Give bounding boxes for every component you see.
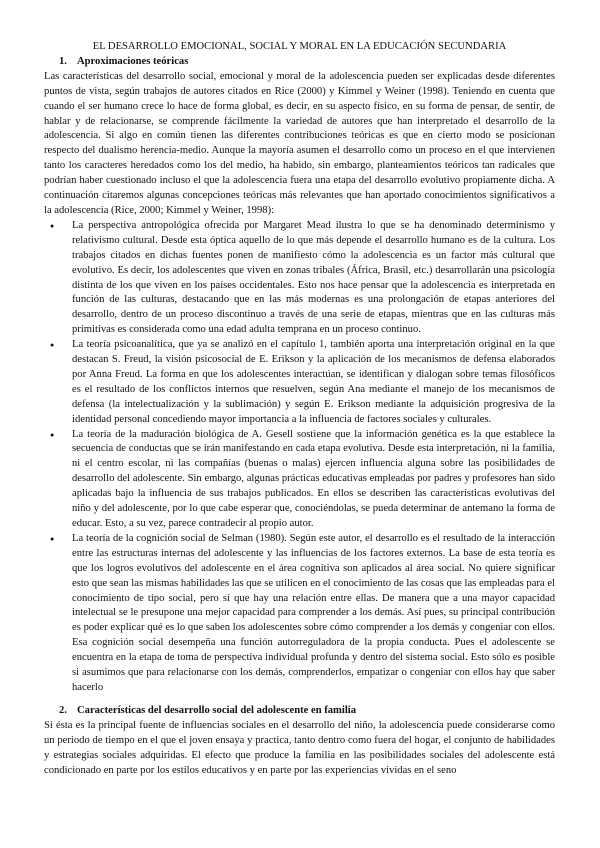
- section-2-number: 2.: [59, 704, 67, 716]
- section-1-title: Aproximaciones teóricas: [77, 55, 189, 67]
- theories-list: [44, 219, 555, 696]
- list-item-biological-maturation: ● La teoría de la maduración biológica de A. Gesell sostiene que la información genética es la que establece la secuencia de conductas que se irán manifestando en cada etapa evolutiva. Desde esta interpretación, ni la familia, ni el centro escolar, ni las compañías (buenas o malas) ejercen influencia alguna sobre las posibilidades de desarrollo del adolescente. Sin embargo, algunas prácticas educativas empleadas por padres y profesores han sido aplicadas bajo la influencia de sus trabajos publicados. En ellos se describen las características evolutivas del niño y del adolescente, por lo que cabe esperar que, conociéndolas, se pueda determinar de antemano la forma de educar. Esto, a su vez, parece contradecir al propio autor.: [72, 428, 555, 532]
- section-1-heading: [44, 55, 555, 70]
- list-item-psychoanalytic: ● La teoría psicoanalítica, que ya se analizó en el capítulo 1, también aporta una interpretación original en la que destacan S. Freud, la visión psicosocial de E. Erikson y la aplicación de los mecanismos de defensa elaborados por Anna Freud. La forma en que los adolescentes interactúan, se identifican y dialogan sobre temas filosóficos es el resultado de los conflictos internos que resuelven, según Ana mediante el manejo de los mecanismos de defensa (la intelectualización y la sublimación) y según E. Erikson mediante la adquisición progresiva de la identidad personal concediendo mayor importancia a la influencia de factores sociales y culturales.: [72, 338, 555, 427]
- section-1-number: 1.: [59, 55, 67, 67]
- section-2-title: Características del desarrollo social del adolescente en familia: [77, 704, 357, 716]
- document-title: EL DESARROLLO EMOCIONAL, SOCIAL Y MORAL EN LA EDUCACIÓN SECUNDARIA: [92, 41, 507, 52]
- list-item-anthropological: ● La perspectiva antropológica ofrecida por Margaret Mead ilustra lo que se ha denominado determinismo y relativismo cultural. Desde esta óptica aquello de lo que más depende el desarrollo humano es de la cultura. Los trabajos citados en dichas fuentes ponen de manifiesto cómo la adolescencia es un factor más cultural que evolutivo. Es decir, los adolescentes que viven en zonas tribales (África, Brasil, etc.) desarrollarán una psicología distinta de los que viven en los países occidentales. Esto nos hace pensar que la adolescencia es interpretada en función de las culturas, destacando que en las más modernas es una prolongación de etapas anteriores del desarrollo, dentro de un proceso discontinuo a través de una serie de etapas, mientras que en las culturas más primitivas es considerada como una edad adulta temprana en un proceso continuo.: [72, 219, 555, 338]
- section-2-heading: [44, 704, 555, 719]
- section-2-body: Si ésta es la principal fuente de influencias sociales en el desarrollo del niño, la adolescencia puede considerarse como un periodo de tiempo en el que el joven ensaya y practica, tanto dentro como fuera del hogar, el conjunto de habilidades y estrategias sociales adquiridas. El efecto que produce la familia en las posibilidades sociales del adolescente está condicionado en parte por los estilos educativos y en parte por las experiencias vividas en el seno: [44, 719, 555, 776]
- section-1-intro: Las características del desarrollo social, emocional y moral de la adolescencia pueden ser explicadas desde diferentes puntos de vista, según trabajos de autores citados en Rice (2000) y Kimmel y Weiner (1998). Teniendo en cuenta que cuando el ser humano crece lo hace de forma global, es decir, en su aspecto físico, en su forma de pensar, de sentir, de hablar y de relacionarse, se comprende fácilmente la variedad de autores que han interpretado el desarrollo de la adolescencia. Si algo en común tienen las diferentes contribuciones teóricas es que en cierto modo se posicionan respecto del dualismo herencia-medio. Aunque la mayoría asumen el desarrollo como un proceso en el que intervienen tanto los caracteres heredados como los del medio, ha habido, sin embargo, planteamientos teóricos tan radicales que podrían haber cuestionado incluso el que la adolescencia fuera una etapa del desarrollo evolutivo propiamente dicha. A continuación citaremos algunas concepciones teóricas más relevantes que han aportado conocimientos significativos a la adolescencia (Rice, 2000; Kimmel y Weiner, 1998):: [44, 70, 555, 216]
- list-item-social-cognition: ● La teoría de la cognición social de Selman (1980). Según este autor, el desarrollo es el resultado de la interacción entre las estructuras internas del adolescente y las influencias de los factores externos. La base de esta teoría es que los logros evolutivos del adolescente en el área cognitiva son aplicados al área social. No quiere significar esto que sean las mismas habilidades las que se utilicen en el conocimiento de las cosas que las empleadas para el conocimiento de tipo social, pero sí que hay una relación entre ellas. De manera que a una mayor capacidad intelectual se le presupone una mejor capacidad para comprender a los demás. Así pues, su principal contribución es poder explicar qué es lo que saben los adolescentes sobre cómo comprender a los demás y congeniar con ellos. Esa cognición social desempeña una función autorreguladora de la propia conducta. Pues el adolescente se encuentra en la etapa de toma de perspectiva individual profunda y dentro del sistema social. Esto sólo es posible si asumimos que para relacionarse con los demás, comprenderlos, empatizar o congeniar con ellos hay que saber hacerlo: [72, 532, 555, 696]
